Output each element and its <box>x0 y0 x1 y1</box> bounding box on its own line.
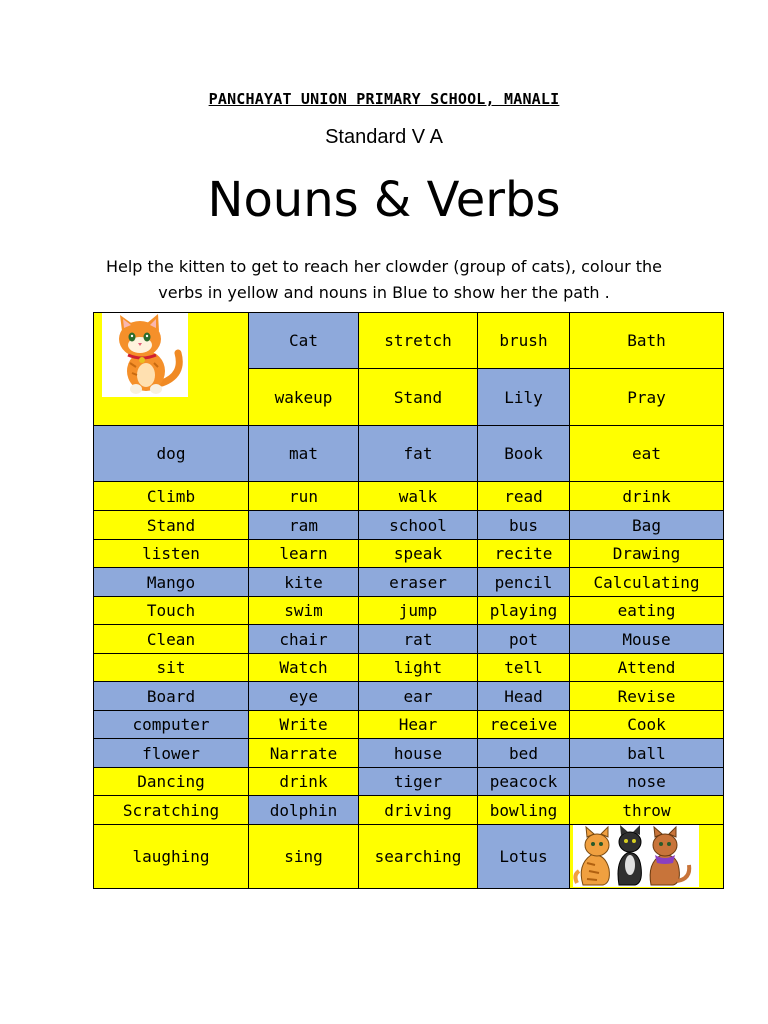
word-cell: ram <box>249 511 359 540</box>
word-cell: pencil <box>478 568 570 597</box>
word-cell: Dancing <box>94 768 249 796</box>
word-cell: Book <box>478 426 570 482</box>
word-cell: Board <box>94 682 249 711</box>
word-cell: tiger <box>359 768 478 796</box>
word-cell: Stand <box>359 369 478 426</box>
word-cell: Bag <box>570 511 724 540</box>
word-cell: ear <box>359 682 478 711</box>
word-cell: bus <box>478 511 570 540</box>
word-cell: Mango <box>94 568 249 597</box>
word-grid <box>93 312 724 889</box>
word-cell: sing <box>249 825 359 889</box>
word-cell: Lotus <box>478 825 570 889</box>
word-cell: throw <box>570 796 724 825</box>
word-cell: brush <box>478 313 570 369</box>
word-cell: Attend <box>570 654 724 682</box>
kitten-icon <box>102 313 188 397</box>
word-cell: Narrate <box>249 739 359 768</box>
word-cell: Cook <box>570 711 724 739</box>
word-cell: tell <box>478 654 570 682</box>
page-title: Nouns & Verbs <box>207 172 561 228</box>
clowder-cats-icon <box>573 825 699 887</box>
word-cell: dolphin <box>249 796 359 825</box>
word-cell: Pray <box>570 369 724 426</box>
word-cell: eye <box>249 682 359 711</box>
school-name: PANCHAYAT UNION PRIMARY SCHOOL, MANALI <box>208 90 560 108</box>
word-cell: pot <box>478 625 570 654</box>
word-cell: Climb <box>94 482 249 511</box>
word-cell: stretch <box>359 313 478 369</box>
word-cell: dog <box>94 426 249 482</box>
word-cell: kite <box>249 568 359 597</box>
kitten-cell <box>94 313 249 426</box>
word-cell: Lily <box>478 369 570 426</box>
clowder-cell <box>570 825 724 889</box>
word-cell: house <box>359 739 478 768</box>
word-cell: Cat <box>249 313 359 369</box>
word-cell: laughing <box>94 825 249 889</box>
word-cell: school <box>359 511 478 540</box>
word-cell: peacock <box>478 768 570 796</box>
word-cell: eraser <box>359 568 478 597</box>
word-cell: wakeup <box>249 369 359 426</box>
word-cell: listen <box>94 540 249 568</box>
word-cell: eat <box>570 426 724 482</box>
word-cell: Revise <box>570 682 724 711</box>
word-cell: Touch <box>94 597 249 625</box>
word-cell: swim <box>249 597 359 625</box>
word-cell: receive <box>478 711 570 739</box>
word-cell: flower <box>94 739 249 768</box>
word-cell: Write <box>249 711 359 739</box>
word-cell: run <box>249 482 359 511</box>
word-cell: bed <box>478 739 570 768</box>
instruction-line-1: Help the kitten to get to reach her clowder (group of cats), colour the <box>105 257 663 276</box>
word-cell: Hear <box>359 711 478 739</box>
word-cell: Mouse <box>570 625 724 654</box>
word-cell: sit <box>94 654 249 682</box>
word-cell: Drawing <box>570 540 724 568</box>
word-cell: walk <box>359 482 478 511</box>
word-cell: read <box>478 482 570 511</box>
word-cell: playing <box>478 597 570 625</box>
word-cell: chair <box>249 625 359 654</box>
word-cell: mat <box>249 426 359 482</box>
word-cell: jump <box>359 597 478 625</box>
word-cell: rat <box>359 625 478 654</box>
word-cell: Head <box>478 682 570 711</box>
word-cell: searching <box>359 825 478 889</box>
word-cell: Stand <box>94 511 249 540</box>
word-cell: Bath <box>570 313 724 369</box>
word-cell: recite <box>478 540 570 568</box>
word-cell: Clean <box>94 625 249 654</box>
word-cell: driving <box>359 796 478 825</box>
word-cell: nose <box>570 768 724 796</box>
word-cell: computer <box>94 711 249 739</box>
word-cell: Calculating <box>570 568 724 597</box>
word-cell: speak <box>359 540 478 568</box>
word-cell: Scratching <box>94 796 249 825</box>
word-cell: light <box>359 654 478 682</box>
word-cell: fat <box>359 426 478 482</box>
word-cell: eating <box>570 597 724 625</box>
word-cell: drink <box>570 482 724 511</box>
word-cell: learn <box>249 540 359 568</box>
instruction-line-2: verbs in yellow and nouns in Blue to show her the path . <box>158 283 610 302</box>
word-cell: Watch <box>249 654 359 682</box>
word-cell: ball <box>570 739 724 768</box>
word-cell: bowling <box>478 796 570 825</box>
standard-label: Standard V A <box>325 126 443 148</box>
word-cell: drink <box>249 768 359 796</box>
instructions <box>70 254 698 306</box>
